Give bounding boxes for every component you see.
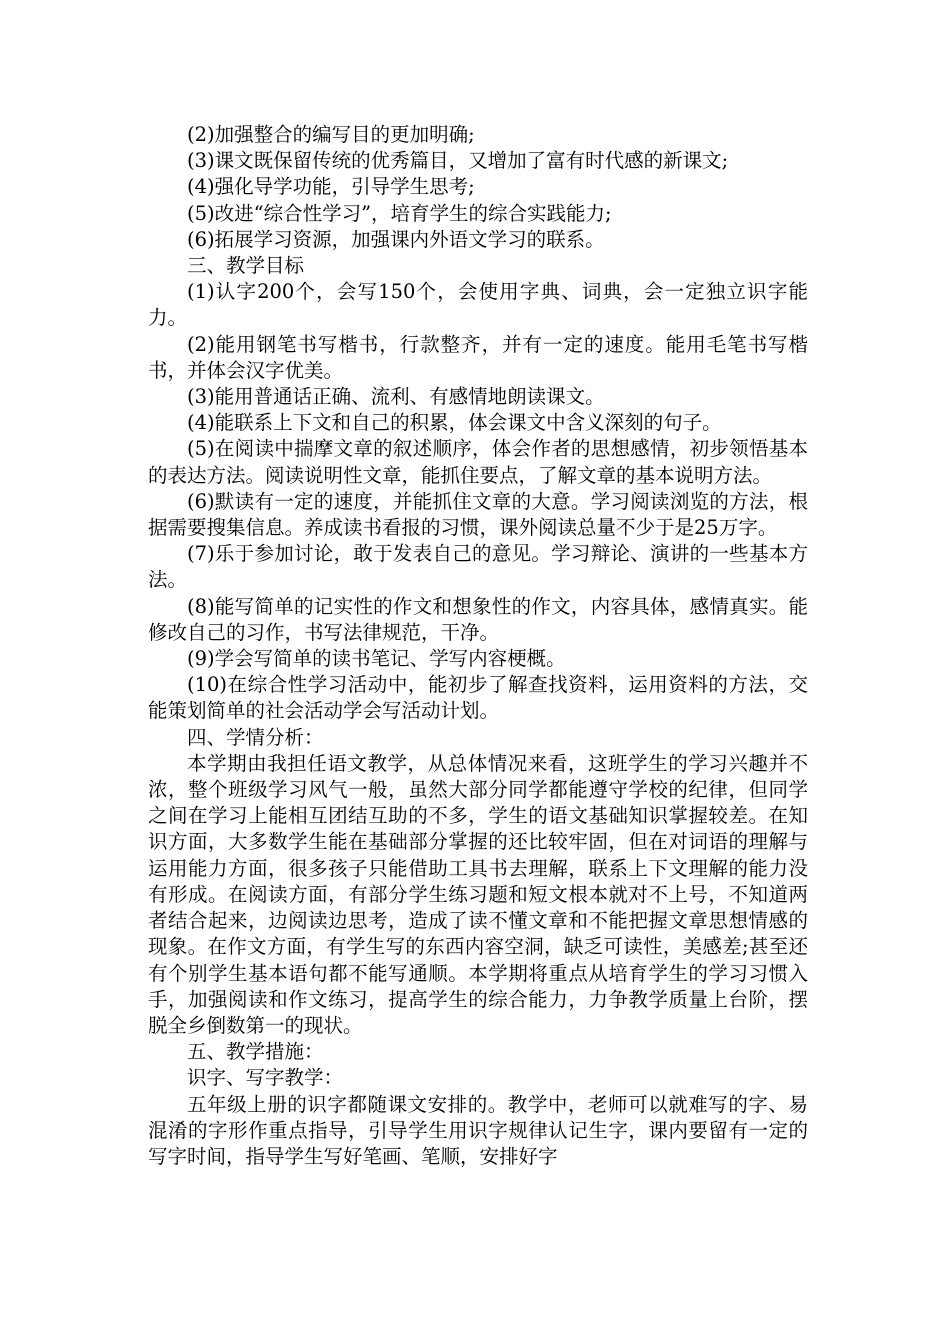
paragraph: (10)在综合性学习活动中，能初步了解查找资料，运用资料的方法，交能策划简单的社会活动学会写活动计划。 bbox=[148, 673, 808, 723]
section-heading: 三、教学目标 bbox=[187, 254, 305, 278]
paragraph: (6)默读有一定的速度，并能抓住文章的大意。学习阅读浏览的方法，根据需要搜集信息。养成读书看报的习惯，课外阅读总量不少于是25万字。 bbox=[148, 489, 808, 540]
paragraph: (3)能用普通话正确、流利、有感情地朗读课文。 bbox=[187, 385, 605, 409]
paragraph: (7)乐于参加讨论，敢于发表自己的意见。学习辩论、演讲的一些基本方法。 bbox=[148, 542, 808, 592]
paragraph: (1)认字200个，会写150个，会使用字典、词典，会一定独立识字能力。 bbox=[148, 280, 808, 330]
paragraph: (4)强化导学功能，引导学生思考; bbox=[187, 175, 475, 199]
paragraph: 五年级上册的识字都随课文安排的。教学中，老师可以就难写的字、易混淆的字形作重点指导，引导学生用识字规律认记生字，课内要留有一定的写字时间，指导学生写好笔画、笔顺，安排好字 bbox=[148, 1092, 808, 1168]
paragraph: 本学期由我担任语文教学，从总体情况来看，这班学生的学习兴趣并不浓，整个班级学习风气一般，虽然大部分同学都能遵守学校的纪律，但同学之间在学习上能相互团结互助的不多，学生的语文基础知识掌握较差。在知识方面，大多数学生能在基础部分掌握的还比较牢固，但在对词语的理解与运用能力方面，很多孩子只能借助工具书去理解，联系上下文理解的能力没有形成。在阅读方面，有部分学生练习题和短文根本就对不上号，不知道两者结合起来，边阅读边思考，造成了读不懂文章和不能把握文章思想情感的现象。在作文方面，有学生写的东西内容空洞，缺乏可读性，美感差;甚至还有个别学生基本语句都不能写通顺。本学期将重点从培育学生的学习习惯入手，加强阅读和作文练习，提高学生的综合能力，力争教学质量上台阶，摆脱全乡倒数第一的现状。 bbox=[148, 751, 808, 1037]
paragraph: (5)改进“综合性学习”，培育学生的综合实践能力; bbox=[187, 201, 612, 225]
document-body bbox=[148, 122, 808, 1170]
section-heading: 四、学情分析： bbox=[187, 725, 324, 749]
paragraph: (3)课文既保留传统的优秀篇目，又增加了富有时代感的新课文; bbox=[187, 149, 729, 173]
paragraph: (6)拓展学习资源，加强课内外语文学习的联系。 bbox=[187, 227, 605, 251]
section-heading: 五、教学措施： bbox=[187, 1040, 324, 1064]
paragraph: (9)学会写简单的读书笔记、学写内容梗概。 bbox=[187, 647, 566, 671]
paragraph: (2)加强整合的编写目的更加明确; bbox=[187, 123, 475, 146]
subsection-heading: 识字、写字教学： bbox=[187, 1066, 344, 1090]
paragraph: (4)能联系上下文和自己的积累，体会课文中含义深刻的句子。 bbox=[187, 411, 722, 435]
paragraph: (2)能用钢笔书写楷书，行款整齐，并有一定的速度。能用毛笔书写楷书，并体会汉字优美。 bbox=[148, 332, 808, 382]
paragraph: (5)在阅读中揣摩文章的叙述顺序，体会作者的思想感情，初步领悟基本的表达方法。阅读说明性文章，能抓住要点，了解文章的基本说明方法。 bbox=[148, 437, 808, 487]
paragraph: (8)能写简单的记实性的作文和想象性的作文，内容具体，感情真实。能修改自己的习作，书写法律规范，干净。 bbox=[148, 594, 808, 644]
